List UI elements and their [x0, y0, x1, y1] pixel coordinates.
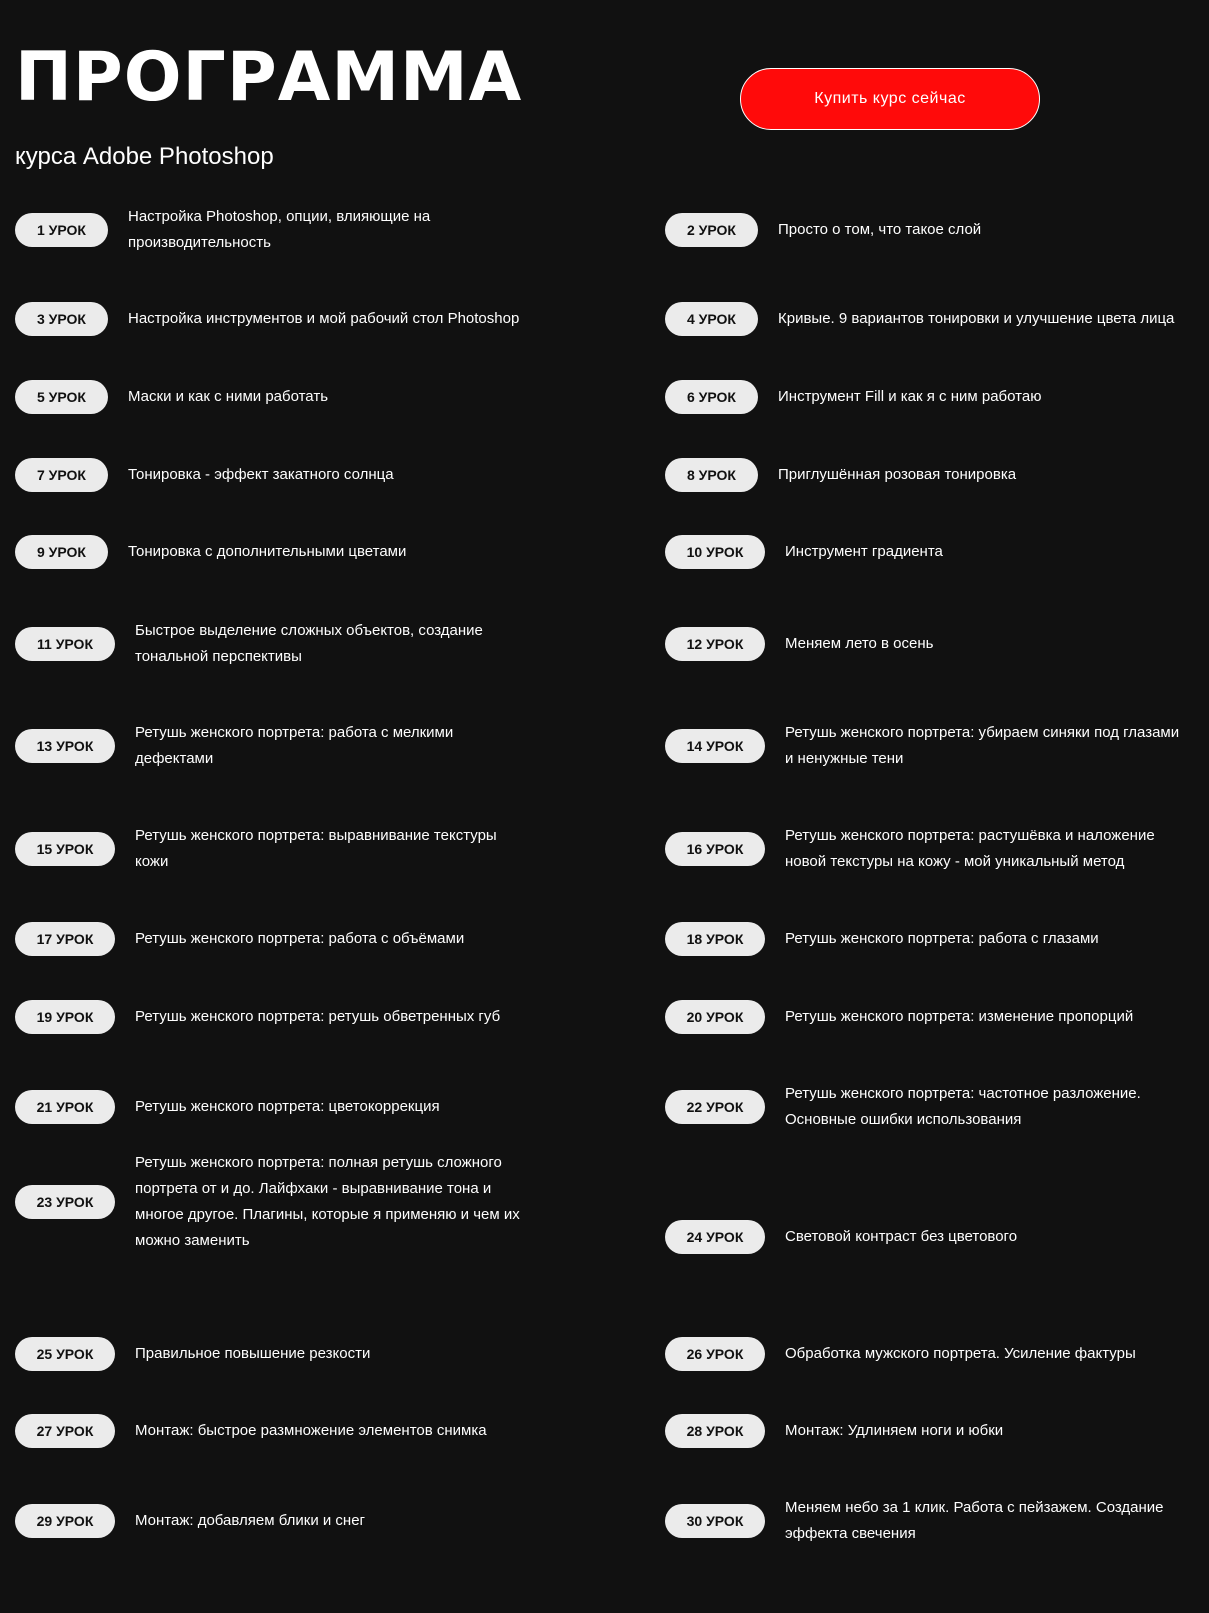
- lesson-title: Маски и как с ними работать: [128, 388, 329, 405]
- lesson-item: [15, 302, 519, 336]
- lesson-title: Монтаж: Удлиняем ноги и юбки: [785, 1422, 1004, 1439]
- lesson-badge: 26 УРОК: [665, 1337, 765, 1371]
- lesson-title: Световой контраст без цветового: [785, 1228, 1018, 1245]
- lesson-item: [665, 1081, 1185, 1133]
- lesson-item: [15, 1414, 487, 1448]
- lesson-badge: 1 УРОК: [15, 213, 108, 247]
- lesson-item: [665, 380, 1041, 414]
- lesson-badge: 20 УРОК: [665, 1000, 765, 1034]
- lesson-badge: 19 УРОК: [15, 1000, 115, 1034]
- lesson-item: [15, 458, 394, 492]
- lesson-item: [15, 922, 464, 956]
- lesson-title: Ретушь женского портрета: изменение пропорций: [785, 1008, 1134, 1025]
- lesson-item: [665, 922, 1099, 956]
- lesson-badge: 5 УРОК: [15, 380, 108, 414]
- lesson-badge: 10 УРОК: [665, 535, 765, 569]
- lesson-badge: 17 УРОК: [15, 922, 115, 956]
- lesson-title: Тонировка с дополнительными цветами: [128, 543, 407, 560]
- lesson-title: Просто о том, что такое слой: [778, 221, 982, 238]
- lesson-badge: 15 УРОК: [15, 832, 115, 866]
- lesson-title: Ретушь женского портрета: убираем синяки под глазами и ненужные тени: [785, 724, 1180, 767]
- lesson-item: [665, 213, 981, 247]
- lesson-item: [665, 1495, 1185, 1547]
- lesson-badge: 7 УРОК: [15, 458, 108, 492]
- lesson-item: [665, 1337, 1136, 1371]
- lesson-title: Ретушь женского портрета: растушёвка и наложение новой текстуры на кожу - мой уникальный метод: [785, 827, 1155, 870]
- lesson-title: Приглушённая розовая тонировка: [778, 466, 1017, 483]
- lesson-item: [665, 1220, 1017, 1254]
- lesson-item: [665, 720, 1185, 772]
- lesson-title: Ретушь женского портрета: цветокоррекция: [135, 1098, 440, 1115]
- page-title: ПРОГРАММА: [15, 38, 523, 117]
- lesson-title: Тонировка - эффект закатного солнца: [128, 466, 394, 483]
- lesson-badge: 29 УРОК: [15, 1504, 115, 1538]
- lesson-title: Монтаж: добавляем блики и снег: [135, 1512, 366, 1529]
- lesson-title: Инструмент Fill и как я с ним работаю: [778, 388, 1042, 405]
- lesson-badge: 8 УРОК: [665, 458, 758, 492]
- lesson-badge: 13 УРОК: [15, 729, 115, 763]
- lesson-badge: 23 УРОК: [15, 1185, 115, 1219]
- lesson-badge: 22 УРОК: [665, 1090, 765, 1124]
- lesson-title: Ретушь женского портрета: частотное разложение. Основные ошибки использования: [785, 1085, 1141, 1128]
- lesson-badge: 27 УРОК: [15, 1414, 115, 1448]
- lesson-item: [665, 823, 1185, 875]
- lesson-badge: 9 УРОК: [15, 535, 108, 569]
- lesson-badge: 16 УРОК: [665, 832, 765, 866]
- lesson-title: Ретушь женского портрета: работа с глазами: [785, 930, 1099, 947]
- lesson-title: Монтаж: быстрое размножение элементов снимка: [135, 1422, 487, 1439]
- lesson-item: [15, 823, 530, 875]
- lesson-title: Меняем небо за 1 клик. Работа с пейзажем. Создание эффекта свечения: [785, 1499, 1164, 1542]
- lesson-badge: 6 УРОК: [665, 380, 758, 414]
- lesson-item: [665, 1000, 1133, 1034]
- lesson-item: [15, 720, 530, 772]
- lesson-item: [15, 618, 530, 670]
- lesson-badge: 25 УРОК: [15, 1337, 115, 1371]
- lesson-title: Правильное повышение резкости: [135, 1345, 371, 1362]
- lesson-badge: 2 УРОК: [665, 213, 758, 247]
- lesson-title: Ретушь женского портрета: работа с объёмами: [135, 930, 465, 947]
- lesson-title: Настройка инструментов и мой рабочий стол Photoshop: [128, 310, 520, 327]
- lesson-item: [15, 380, 328, 414]
- lesson-item: [15, 204, 523, 256]
- lesson-item: [15, 1150, 530, 1254]
- lesson-title: Инструмент градиента: [785, 543, 943, 560]
- lesson-item: [15, 535, 406, 569]
- lesson-badge: 28 УРОК: [665, 1414, 765, 1448]
- lesson-badge: 3 УРОК: [15, 302, 108, 336]
- buy-course-button[interactable]: Купить курс сейчас: [740, 68, 1040, 130]
- lesson-item: [15, 1000, 500, 1034]
- lesson-title: Кривые. 9 вариантов тонировки и улучшение цвета лица: [778, 310, 1175, 327]
- lesson-badge: 18 УРОК: [665, 922, 765, 956]
- lesson-title: Ретушь женского портрета: полная ретушь сложного портрета от и до. Лайфхаки - выравнивание тона и многое другое. Плагины, которые я применяю и чем их можно заменить: [135, 1154, 520, 1249]
- lesson-title: Ретушь женского портрета: выравнивание текстуры кожи: [135, 827, 497, 870]
- lesson-badge: 30 УРОК: [665, 1504, 765, 1538]
- lesson-item: [665, 458, 1016, 492]
- lesson-item: [15, 1090, 440, 1124]
- lesson-title: Ретушь женского портрета: ретушь обветренных губ: [135, 1008, 501, 1025]
- lesson-badge: 21 УРОК: [15, 1090, 115, 1124]
- lesson-title: Быстрое выделение сложных объектов, создание тональной перспективы: [135, 622, 483, 665]
- lesson-title: Ретушь женского портрета: работа с мелкими дефектами: [135, 724, 454, 767]
- lesson-title: Меняем лето в осень: [785, 635, 934, 652]
- lesson-badge: 14 УРОК: [665, 729, 765, 763]
- lesson-item: [15, 1337, 370, 1371]
- lesson-badge: 24 УРОК: [665, 1220, 765, 1254]
- lesson-item: [665, 535, 943, 569]
- page-subtitle: курса Adobe Photoshop: [15, 143, 274, 170]
- lesson-badge: 4 УРОК: [665, 302, 758, 336]
- lesson-item: [665, 627, 933, 661]
- lesson-item: [665, 1414, 1003, 1448]
- lesson-title: Настройка Photoshop, опции, влияющие на производительность: [128, 208, 431, 251]
- lesson-title: Обработка мужского портрета. Усиление фактуры: [785, 1345, 1136, 1362]
- lesson-badge: 11 УРОК: [15, 627, 115, 661]
- lesson-item: [15, 1504, 365, 1538]
- lesson-badge: 12 УРОК: [665, 627, 765, 661]
- lesson-item: [665, 302, 1174, 336]
